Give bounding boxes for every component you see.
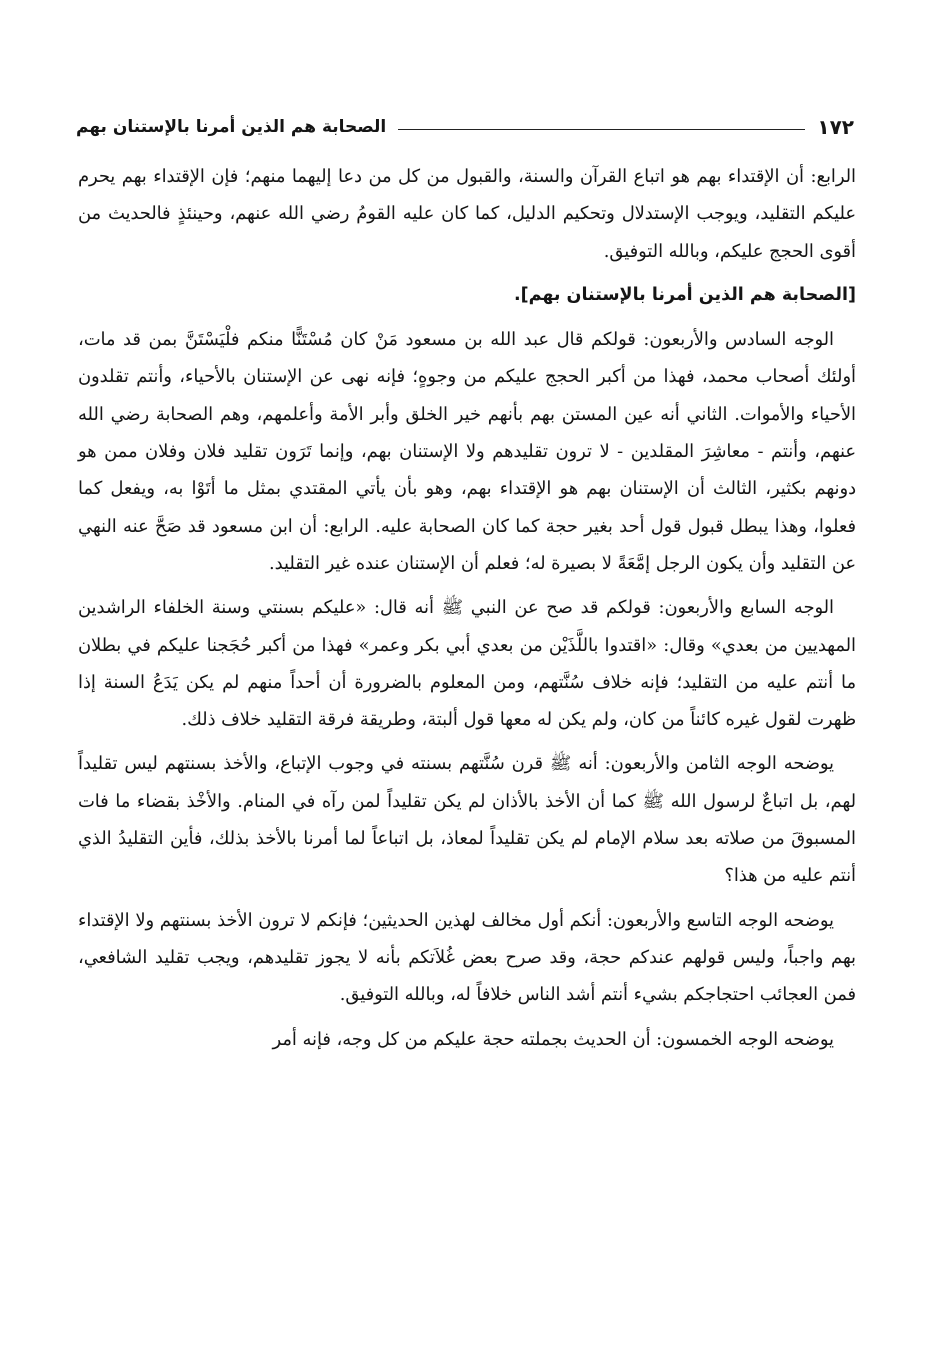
section-heading: [الصحابة هم الذين أمرنا بالإستنان بهم]. xyxy=(513,284,856,305)
page-body xyxy=(78,158,856,1065)
paragraph: الوجه السادس والأربعون: قولكم قال عبد الله بن مسعود مَنْ كان مُسْتَنًّا منكم فلْيَسْتَنَّ بمن قد مات، أولئك أصحاب محمد، فهذا من أكبر الحجج عليكم من وجوهٍ؛ فإنه نهى عن الإستنان بالأحياء، وأنتم تقلدون الأحياء والأموات. الثاني أنه عين المستن بهم بأنهم خير الخلق وأبر الأمة وأعلمهم، وهم الصحابة رضي الله عنهم، وأنتم - معاشِرَ المقلدين - لا ترون تقليدهم ولا الإستنان بهم، وإنما تَرَون تقليد فلان وفلان ممن هو دونهم بكثير، الثالث أن الإستنان بهم هو الإقتداء بهم، وهو بأن يأتي المقتدي بمثل ما أتَوْا به، ويفعل كما فعلوا، وهذا يبطل قبول قول أحد بغير حجة كما كان الصحابة عليه. الرابع: أن ابن مسعود قد صَحَّ عنه النهي عن التقليد وأن يكون الرجل إمَّعَةً لا بصيرة له؛ فعلم أن الإستنان عنده غير التقليد. xyxy=(78,329,856,574)
paragraph: يوضحه الوجه الخمسون: أن الحديث بجملته حجة عليكم من كل وجه، فإنه أمر xyxy=(272,1028,834,1050)
running-title: الصحابة هم الذين أمرنا بالإستنان بهم xyxy=(76,117,387,137)
header-rule xyxy=(398,129,805,130)
paragraph: الوجه السابع والأربعون: قولكم قد صح عن النبي ﷺ أنه قال: «عليكم بسنتي وسنة الخلفاء الراشدين المهديين من بعدي» وقال: «اقتدوا باللَّذَيْن من بعدي أبي بكر وعمر» فهذا من أكبر حُجَجنا عليكم في بطلان ما أنتم عليه من التقليد؛ فإنه خلاف سُنَّتهم، ومن المعلوم بالضرورة أن أحداً منهم لم يكن يَدَعُ السنة إذا ظهرت لقول غيره كائناً من كان، ولم يكن له معها قول ألبتة، وطريقة فرقة التقليد خلاف ذلك. xyxy=(78,597,856,731)
paragraph: يوضحه الوجه التاسع والأربعون: أنكم أول مخالف لهذين الحديثين؛ فإنكم لا ترون الأخذ بسنتهم ولا الإقتداء بهم واجباً، وليس قولهم عندكم حجة، وقد صرح بعض غُلاَتكم بأنه لا يجوز تقليدهم، ويجب تقليد الشافعي، فمن العجائب احتجاجكم بشيء أنتم أشد الناس خلافاً له، وبالله التوفيق. xyxy=(78,909,856,1006)
running-header xyxy=(76,112,854,142)
paragraph: يوضحه الوجه الثامن والأربعون: أنه ﷺ قرن سُنَّتهم بسنته في وجوب الإتباع، والأخذ بسنتهم ليس تقليداً لهم، بل اتباعٌ لرسول الله ﷺ كما أن الأخذ بالأذان لم يكن تقليداً لمن رآه في المنام. والأخْذ بقضاء ما فات المسبوقَ من صلاته بعد سلام الإمام لم يكن تقليداً لمعاذ، بل اتباعاً لما أمرنا بالأخذ بذلك، فأين التقليدُ الذي أنتم عليه من هذا؟ xyxy=(78,753,856,887)
paragraph: الرابع: أن الإقتداء بهم هو اتباع القرآن والسنة، والقبول من كل من دعا إليهما منهم؛ فإن الإقتداء بهم يحرم عليكم التقليد، ويوجب الإستدلال وتحكيم الدليل، كما كان عليه القومُ رضي الله عنهم، وحينئذٍ فالحديث من أقوى الحجج عليكم، وبالله التوفيق. xyxy=(78,166,856,262)
page-number: ١٧٢ xyxy=(817,115,854,139)
